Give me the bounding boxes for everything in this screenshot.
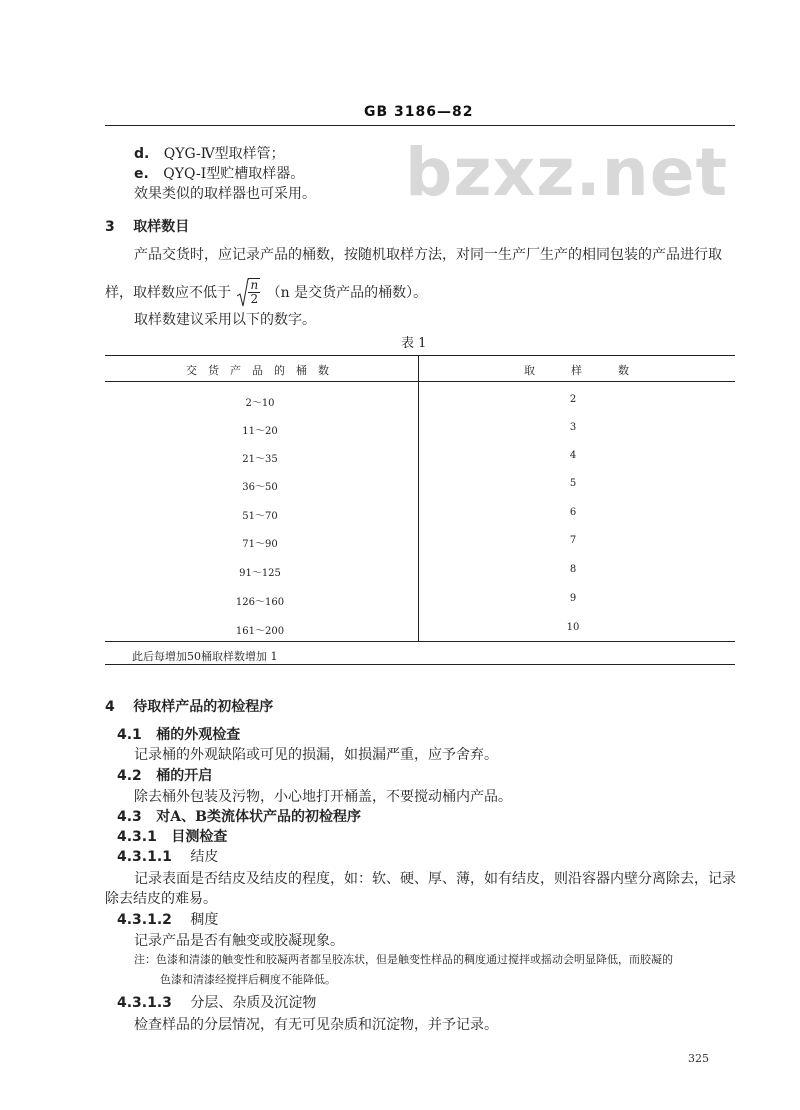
subsection-number: 4.2 — [117, 768, 142, 784]
list-text: QYQ-Ⅰ型贮槽取样器。 — [163, 166, 305, 182]
subsection-4-3-1-2-text: 记录产品是否有触变或胶凝现象。 — [134, 933, 344, 949]
subsection-4-3-1-3-text: 检查样品的分层情况，有无可见杂质和沉淀物，并予记录。 — [134, 1017, 498, 1033]
list-text: QYG-Ⅳ型取样管； — [163, 146, 285, 162]
subsection-4-3-1-2-heading — [117, 911, 218, 929]
subsection-title: 对A、B类流体状产品的初检程序 — [156, 809, 361, 825]
text-run: （n 是交货产品的桶数）。 — [266, 285, 428, 301]
note-line1: 注：色漆和清漆的触变性和胶凝两者都呈胶冻状，但是触变性样品的稠度通过搅拌或摇动会明显降低，而胶凝的 — [134, 953, 673, 966]
table-caption: 表 1 — [401, 336, 427, 351]
table-footnote: 此后每增加50桶取样数增加 1 — [132, 650, 278, 663]
table-cell: 71～90 — [242, 539, 278, 550]
fraction — [248, 279, 260, 306]
subsection-title: 目测检查 — [171, 829, 228, 845]
subsection-4-3-1-1-text-line1: 记录表面是否结皮及结皮的程度，如：软、硬、厚、薄，如有结皮，则沿容器内壁分离除去，记录 — [134, 871, 736, 887]
table-cell: 6 — [569, 507, 577, 518]
subsection-4-3-1-heading — [117, 828, 227, 846]
page-number: 325 — [688, 1052, 709, 1065]
table-cell: 11～20 — [242, 426, 278, 437]
subsection-title: 结皮 — [190, 849, 219, 865]
subsection-4-1-text: 记录桶的外观缺陷或可见的损漏，如损漏严重，应予舍弃。 — [134, 747, 498, 763]
table-cell: 7 — [569, 535, 577, 546]
sqrt-formula — [237, 278, 260, 308]
section-number: 4 — [105, 699, 115, 715]
section-3-para2: 取样数建议采用以下的数字。 — [134, 312, 316, 328]
table-cell: 36～50 — [242, 482, 278, 493]
table-header-cell: 取样数 — [524, 364, 665, 377]
list-item-e — [134, 165, 304, 183]
table-cell: 8 — [569, 564, 577, 575]
table-cell: 2 — [569, 394, 577, 405]
table-footer-rule — [105, 641, 735, 642]
table-cell: 5 — [569, 478, 577, 489]
standard-code-header: GB 3186—82 — [364, 104, 474, 120]
table-cell: 9 — [569, 593, 577, 604]
list-marker: e. — [134, 166, 149, 182]
fraction-denominator: 2 — [250, 292, 259, 306]
table-cell: 2～10 — [245, 398, 275, 409]
section-3-para-line1: 产品交货时，应记录产品的桶数，按随机取样方法，对同一生产厂生产的相同包装的产品进行取 — [134, 247, 722, 263]
table-column-divider — [418, 356, 419, 641]
table-cell: 91～125 — [239, 568, 281, 579]
subsection-number: 4.3.1.3 — [117, 995, 172, 1011]
table-cell: 4 — [569, 450, 577, 461]
subsection-4-3-heading — [117, 808, 361, 826]
section-number: 3 — [105, 219, 115, 235]
table-cell: 126～160 — [235, 597, 285, 608]
table-cell: 10 — [566, 622, 580, 633]
section-title: 待取样产品的初检程序 — [133, 699, 274, 715]
subsection-number: 4.3.1.1 — [117, 849, 172, 865]
subsection-4-2-heading — [117, 767, 212, 785]
list-marker: d. — [134, 146, 150, 162]
subsection-title: 桶的开启 — [156, 768, 213, 784]
subsection-title: 桶的外观检查 — [156, 727, 241, 743]
subsection-number: 4.1 — [117, 727, 142, 743]
subsection-number: 4.3.1.2 — [117, 912, 172, 928]
list-note: 效果类似的取样器也可采用。 — [134, 186, 316, 202]
watermark: bzxz.net — [405, 134, 729, 211]
table-cell: 3 — [569, 422, 577, 433]
subsection-number: 4.3.1 — [117, 829, 157, 845]
text-run: 样，取样数应不低于 — [105, 285, 231, 301]
header-rule — [105, 125, 735, 126]
subsection-4-2-text: 除去桶外包装及污物，小心地打开桶盖，不要搅动桶内产品。 — [134, 789, 512, 805]
table-cell: 161～200 — [235, 626, 285, 637]
section-3-heading — [105, 218, 189, 236]
note-line2: 色漆和清漆经搅拌后稠度不能降低。 — [160, 973, 336, 986]
section-4-heading — [105, 698, 273, 716]
table-cell: 21～35 — [242, 454, 278, 465]
list-item-d — [134, 145, 285, 163]
section-3-para-line2 — [105, 278, 427, 308]
section-title: 取样数目 — [133, 219, 190, 235]
subsection-title: 分层、杂质及沉淀物 — [190, 995, 317, 1011]
table-header-rule — [105, 381, 735, 382]
subsection-number: 4.3 — [117, 809, 142, 825]
fraction-numerator: n — [250, 278, 259, 292]
subsection-4-3-1-1-text-line2: 除去结皮的难易。 — [105, 891, 217, 907]
subsection-4-3-1-1-heading — [117, 848, 218, 866]
subsection-4-3-1-3-heading — [117, 994, 316, 1012]
subsection-4-1-heading — [117, 726, 240, 744]
subsection-title: 稠度 — [190, 912, 219, 928]
table-cell: 51～70 — [242, 511, 278, 522]
table-header-cell: 交货产品的桶数 — [186, 364, 340, 377]
